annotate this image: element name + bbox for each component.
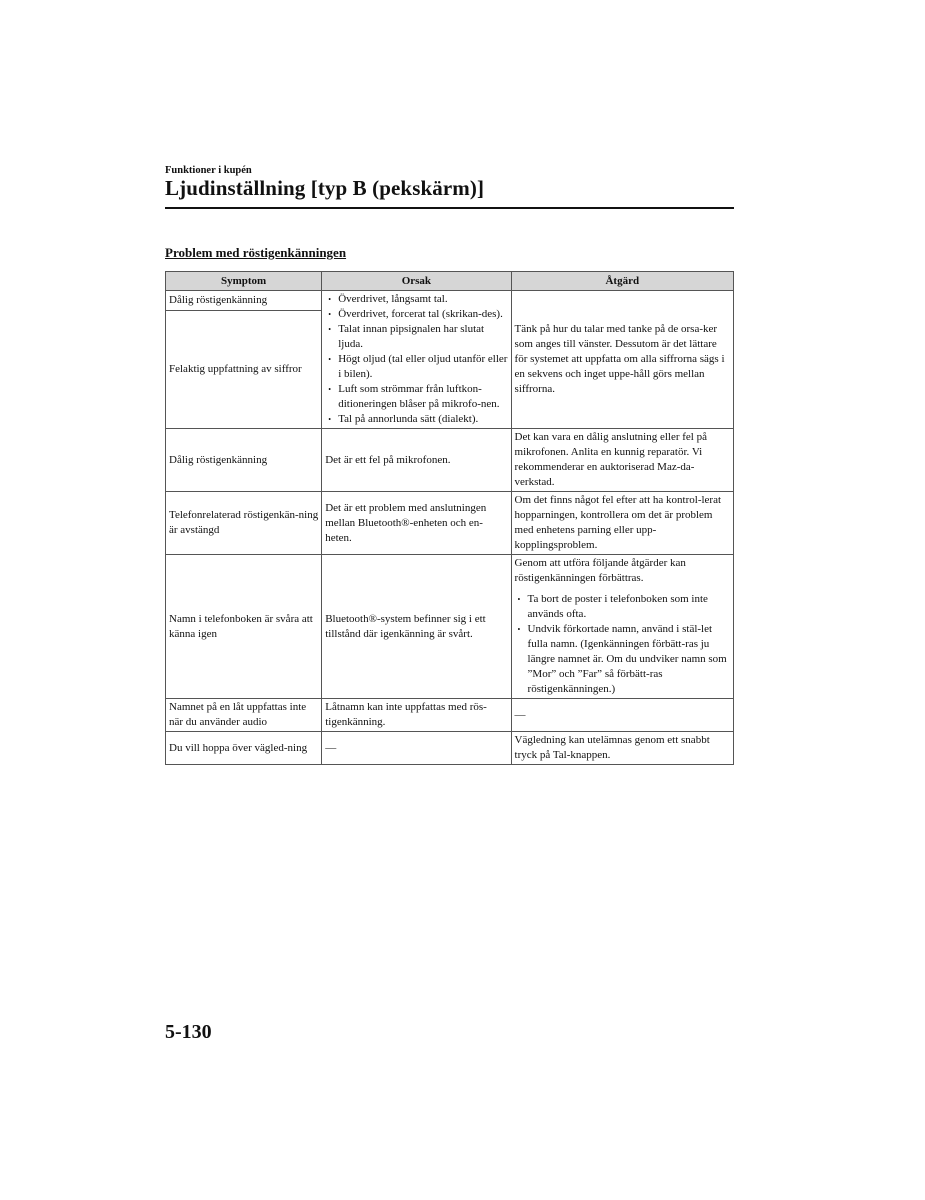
symptom-cell: Telefonrelaterad röstigenkän-ning är avstängd [166,492,322,555]
list-item: • Tal på annorlunda sätt (dialekt). [325,412,507,427]
remedy-list [515,592,730,697]
table-row [166,732,734,765]
table-row [166,555,734,699]
table-row [166,291,734,311]
remedy-cell: — [511,699,733,732]
symptom-cell: Felaktig uppfattning av siffror [166,311,322,429]
cause-cell: Låtnamn kan inte uppfattas med rös-tigenkänning. [322,699,511,732]
remedy-cell: Om det finns något fel efter att ha kontrol-lerat hopparningen, kontrollera om det är problem med enhetens parning eller upp-kopplingsproblem. [511,492,733,555]
table-row [166,699,734,732]
cause-cell: Det är ett fel på mikrofonen. [322,429,511,492]
table-row [166,429,734,492]
list-item: • Luft som strömmar från luftkon-ditioneringen blåser på mikrofo-nen. [325,382,507,412]
list-item: • Högt oljud (tal eller oljud utanför eller i bilen). [325,352,507,382]
page-title: Ljudinställning [typ B (pekskärm)] [165,176,485,200]
symptom-cell: Du vill hoppa över vägled-ning [166,732,322,765]
page-number: 5-130 [165,1021,212,1043]
table-row [166,492,734,555]
symptom-cell: Namnet på en låt uppfattas inte när du använder audio [166,699,322,732]
troubleshooting-table [165,271,734,765]
remedy-cell: Tänk på hur du talar med tanke på de orsa-ker som anges till vänster. Dessutom är det lättare för systemet att uppfatta om alla siffrorna sägs i en sekvens och inget uppe-håll görs mellan siffrorna. [511,291,733,429]
cause-cell [322,291,511,429]
list-item: • Överdrivet, långsamt tal. [325,292,507,307]
header-symptom: Symptom [166,272,322,291]
remedy-intro: Genom att utföra följande åtgärder kan röstigenkänningen förbättras. [514,557,686,584]
cause-list [325,292,507,427]
title-divider [165,207,734,209]
symptom-cell: Dålig röstigenkänning [166,429,322,492]
table-heading: Problem med röstigenkänningen [165,245,347,260]
table-header-row [166,272,734,291]
list-item: • Undvik förkortade namn, använd i stäl-let fulla namn. (Igenkänningen förbätt-ras ju längre namnet är. Om du undviker namn som ”Mor” och ”Far” så förbätt-ras röstigenkänningen.) [515,622,730,697]
header-cause: Orsak [322,272,511,291]
symptom-cell: Dålig röstigenkänning [166,291,322,311]
list-item: • Överdrivet, forcerat tal (skrikan-des). [325,307,507,322]
remedy-cell: Vägledning kan utelämnas genom ett snabbt tryck på Tal-knappen. [511,732,733,765]
cause-cell: Bluetooth®-system befinner sig i ett tillstånd där igenkänning är svårt. [322,555,511,699]
cause-cell: — [322,732,511,765]
remedy-cell: Det kan vara en dålig anslutning eller fel på mikrofonen. Anlita en kunnig reparatör. Vi rekommenderar en auktoriserad Maz-da-verkstad. [511,429,733,492]
list-item: • Ta bort de poster i telefonboken som inte används ofta. [515,592,730,622]
cause-cell: Det är ett problem med anslutningen mellan Bluetooth®-enheten och en-heten. [322,492,511,555]
symptom-cell: Namn i telefonboken är svåra att känna igen [166,555,322,699]
section-label: Funktioner i kupén [165,165,252,176]
list-item: • Talat innan pipsignalen har slutat ljuda. [325,322,507,352]
header-remedy: Åtgärd [511,272,733,291]
remedy-cell [511,555,733,699]
